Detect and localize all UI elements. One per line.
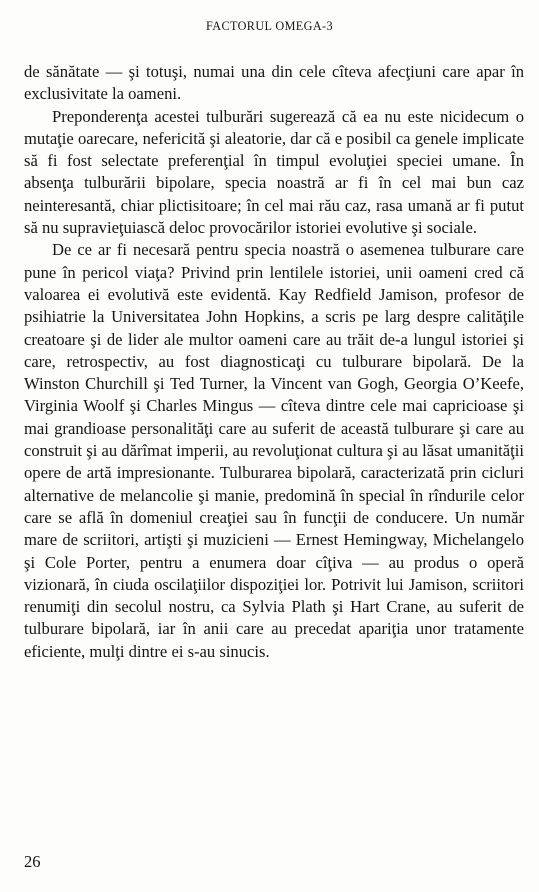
body-text bbox=[24, 61, 524, 663]
paragraph: Preponderenţa acestei tulburări sugerează că ea nu este nicidecum o mutaţie oarecare, nefericită şi aleatorie, dar că e posibil ca genele implicate să fi fost selectate preferenţial în timpul evoluţiei speciei umane. În absenţa tulburării bipolare, specia noastră ar fi în cel mai bun caz neinteresantă, chiar plictisitoare; în cel mai rău caz, rasa umană ar fi putut să nu supravieţuiască deloc provocărilor istoriei evolutive şi sociale. bbox=[24, 106, 524, 238]
running-head: FACTORUL OMEGA-3 bbox=[205, 19, 334, 33]
paragraph: De ce ar fi necesară pentru specia noastră o asemenea tulburare care pune în pericol viaţa? Privind prin lentilele istoriei, unii oameni cred că valoarea ei evolutivă este evidentă. Kay Redfield Jamison, profesor de psihiatrie la Universitatea John Hopkins, a scris pe larg despre calităţile creatoare şi de lider ale multor oameni care au trăit de-a lungul istoriei şi care, retrospectiv, au fost diagnosticaţi cu tulburare bipolară. De la Winston Churchill şi Ted Turner, la Vincent van Gogh, Georgia O’Keefe, Virginia Woolf şi Charles Mingus — cîteva dintre cele mai capricioase şi mai grandioase personalităţi care au suferit de această tulburare şi care au construit şi au dărîmat imperii, au revoluţionat cultura şi au lăsat umanităţii opere de artă impresionante. Tulburarea bipolară, caracterizată prin cicluri alternative de melancolie şi manie, predomină în special în rîndurile celor care se află în domeniul creaţiei sau în funcţii de conducere. Un număr mare de scriitori, artişti şi muzicieni — Ernest Hemingway, Michelangelo şi Cole Porter, pentru a enumera doar cîţiva — au produs o operă vizionară, în ciuda oscilaţiilor dispoziţiei lor. Potrivit lui Jamison, scriitori renumiţi din secolul nostru, ca Sylvia Plath şi Hart Crane, au suferit de tulburare bipolară, iar în anii care au precedat apariţia unor tratamente eficiente, mulţi dintre ei s-au sinucis. bbox=[24, 240, 524, 661]
page-number: 26 bbox=[24, 852, 41, 871]
paragraph-continued: de sănătate — şi totuşi, numai una din cele cîteva afecţiuni care apar în exclusivitate la oameni. bbox=[24, 62, 524, 104]
